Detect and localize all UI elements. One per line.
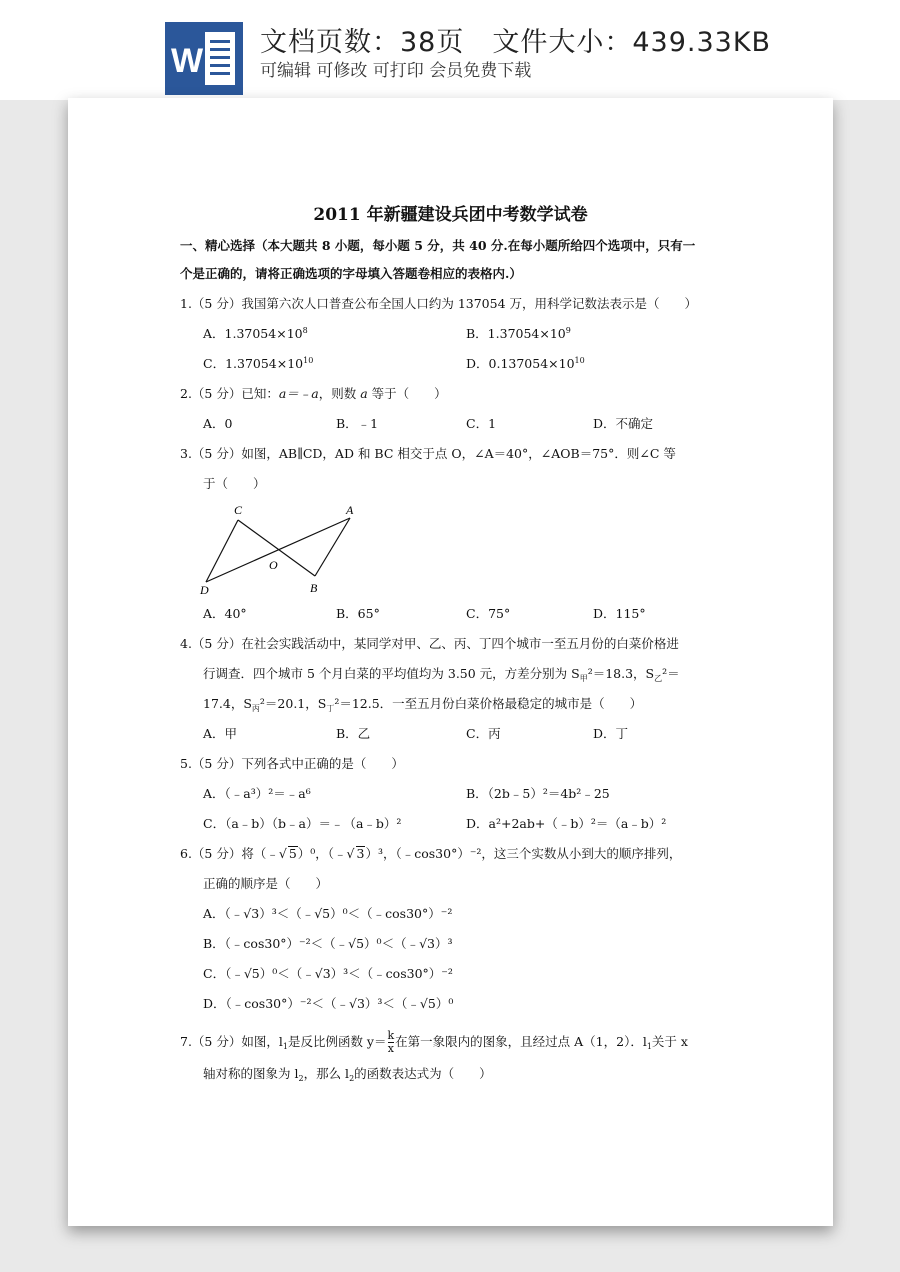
point-a-label: A — [346, 503, 354, 517]
file-info-title: 文档页数：38页 文件大小：439.33KB — [260, 27, 772, 58]
document-page — [68, 98, 833, 1226]
q5-option-c: C．（a﹣b）（b﹣a）＝﹣（a﹣b）² — [203, 816, 402, 831]
word-icon-letter: W — [171, 42, 204, 80]
question-7-line1: 7.（5 分）如图，$l_1$是反比例函数 y＝ $\frac{k}{x}$ 在第一象限内的图象，且经过点 A（1，2）．$l_1$关于 x — [180, 1029, 688, 1055]
q5-option-b: B．（2b﹣5）²＝4b²﹣25 — [466, 786, 610, 801]
question-3-line1: 3.（5 分）如图，AB∥CD，AD 和 BC 相交于点 O，∠A＝40°，∠AOB＝75°．则∠C 等 — [180, 446, 676, 461]
word-document-icon — [165, 22, 243, 95]
question-2: 2.（5 分）已知：a＝﹣a，则数 a 等于（ ） — [180, 386, 447, 401]
question-4-line3: 17.4，$S_丙^2=20.1$，$S_丁^2=12.5$．一至五月份白菜价格最稳定的城市是（ ） — [203, 696, 643, 713]
question-5: 5.（5 分）下列各式中正确的是（ ） — [180, 756, 404, 771]
q3-option-b: B．65° — [336, 606, 380, 621]
question-1: 1.（5 分）我国第六次人口普查公布全国人口约为 137054 万，用科学记数法表示是（ ） — [180, 296, 698, 311]
point-c-label: C — [234, 503, 243, 517]
k-over-x-fraction: $\frac{k}{x}$ — [387, 1029, 395, 1055]
document-title: 2011 年新疆建设兵团中考数学试卷 — [313, 205, 588, 225]
q1-option-c: C．$1.37054\times 10^{10}$ — [203, 356, 314, 371]
file-info-subtitle: 可编辑 可修改 可打印 会员免费下载 — [260, 61, 532, 81]
q3-option-d: D．115° — [593, 606, 646, 621]
section1-instructions-line2: 个是正确的，请将正确选项的字母填入答题卷相应的表格内.） — [180, 266, 522, 281]
q1-option-d: D．$0.137054\times 10^{10}$ — [466, 356, 585, 371]
q6-option-a: A．（﹣√3）³＜（﹣√5）⁰＜（﹣cos30°）⁻² — [203, 906, 453, 921]
question-3-line2: 于（ ） — [203, 476, 266, 491]
q6-option-c: C．（﹣√5）⁰＜（﹣√3）³＜（﹣cos30°）⁻² — [203, 966, 453, 981]
q6-option-d: D．（﹣cos30°）⁻²＜（﹣√3）³＜（﹣√5）⁰ — [203, 996, 454, 1011]
q3-geometry-figure — [198, 502, 363, 598]
q5-option-d: D．a²+2ab+（﹣b）²＝（a﹣b）² — [466, 816, 667, 831]
q2-option-d: D．不确定 — [593, 416, 654, 431]
question-6-line1: 6.（5 分）将（﹣√ 5）⁰，（﹣√ 3）³，（﹣cos30°）⁻²，这三个实数从小到大的顺序排列， — [180, 846, 682, 861]
q3-option-a: A．40° — [203, 606, 247, 621]
point-o-label: O — [269, 558, 278, 572]
question-6-line2: 正确的顺序是（ ） — [203, 876, 329, 891]
question-4-line2: 行调查．四个城市 5 个月白菜的平均值均为 3.50 元，方差分别为 $S_甲^2=18.3$，$S_乙^2=$ — [203, 666, 680, 683]
q1-option-a: A．$1.37054\times 10^8$ — [203, 326, 308, 341]
point-b-label: B — [310, 581, 318, 595]
q4-option-d: D．丁 — [593, 726, 629, 741]
question-4-line1: 4.（5 分）在社会实践活动中，某同学对甲、乙、丙、丁四个城市一至五月份的白菜价格进 — [180, 636, 679, 651]
q4-option-a: A．甲 — [203, 726, 238, 741]
point-d-label: D — [200, 583, 209, 597]
q4-option-c: C．丙 — [466, 726, 501, 741]
q5-option-a: A．（﹣a³）²＝﹣a⁶ — [203, 786, 311, 801]
download-header — [0, 0, 900, 100]
q3-option-c: C．75° — [466, 606, 511, 621]
q4-option-b: B．乙 — [336, 726, 371, 741]
q2-option-a: A．0 — [203, 416, 233, 431]
q1-option-b: B．$1.37054\times 10^9$ — [466, 326, 571, 341]
question-7-line2: 轴对称的图象为 $l_2$，那么 $l_2$的函数表达式为（ ） — [203, 1066, 492, 1083]
section1-instructions-line1: 一、精心选择（本大题共 8 小题，每小题 5 分，共 40 分.在每小题所给四个选项中，只有一 — [180, 238, 696, 253]
q6-option-b: B．（﹣cos30°）⁻²＜（﹣√5）⁰＜（﹣√3）³ — [203, 936, 453, 951]
q2-option-b: B．﹣1 — [336, 416, 379, 431]
q2-option-c: C．1 — [466, 416, 497, 431]
